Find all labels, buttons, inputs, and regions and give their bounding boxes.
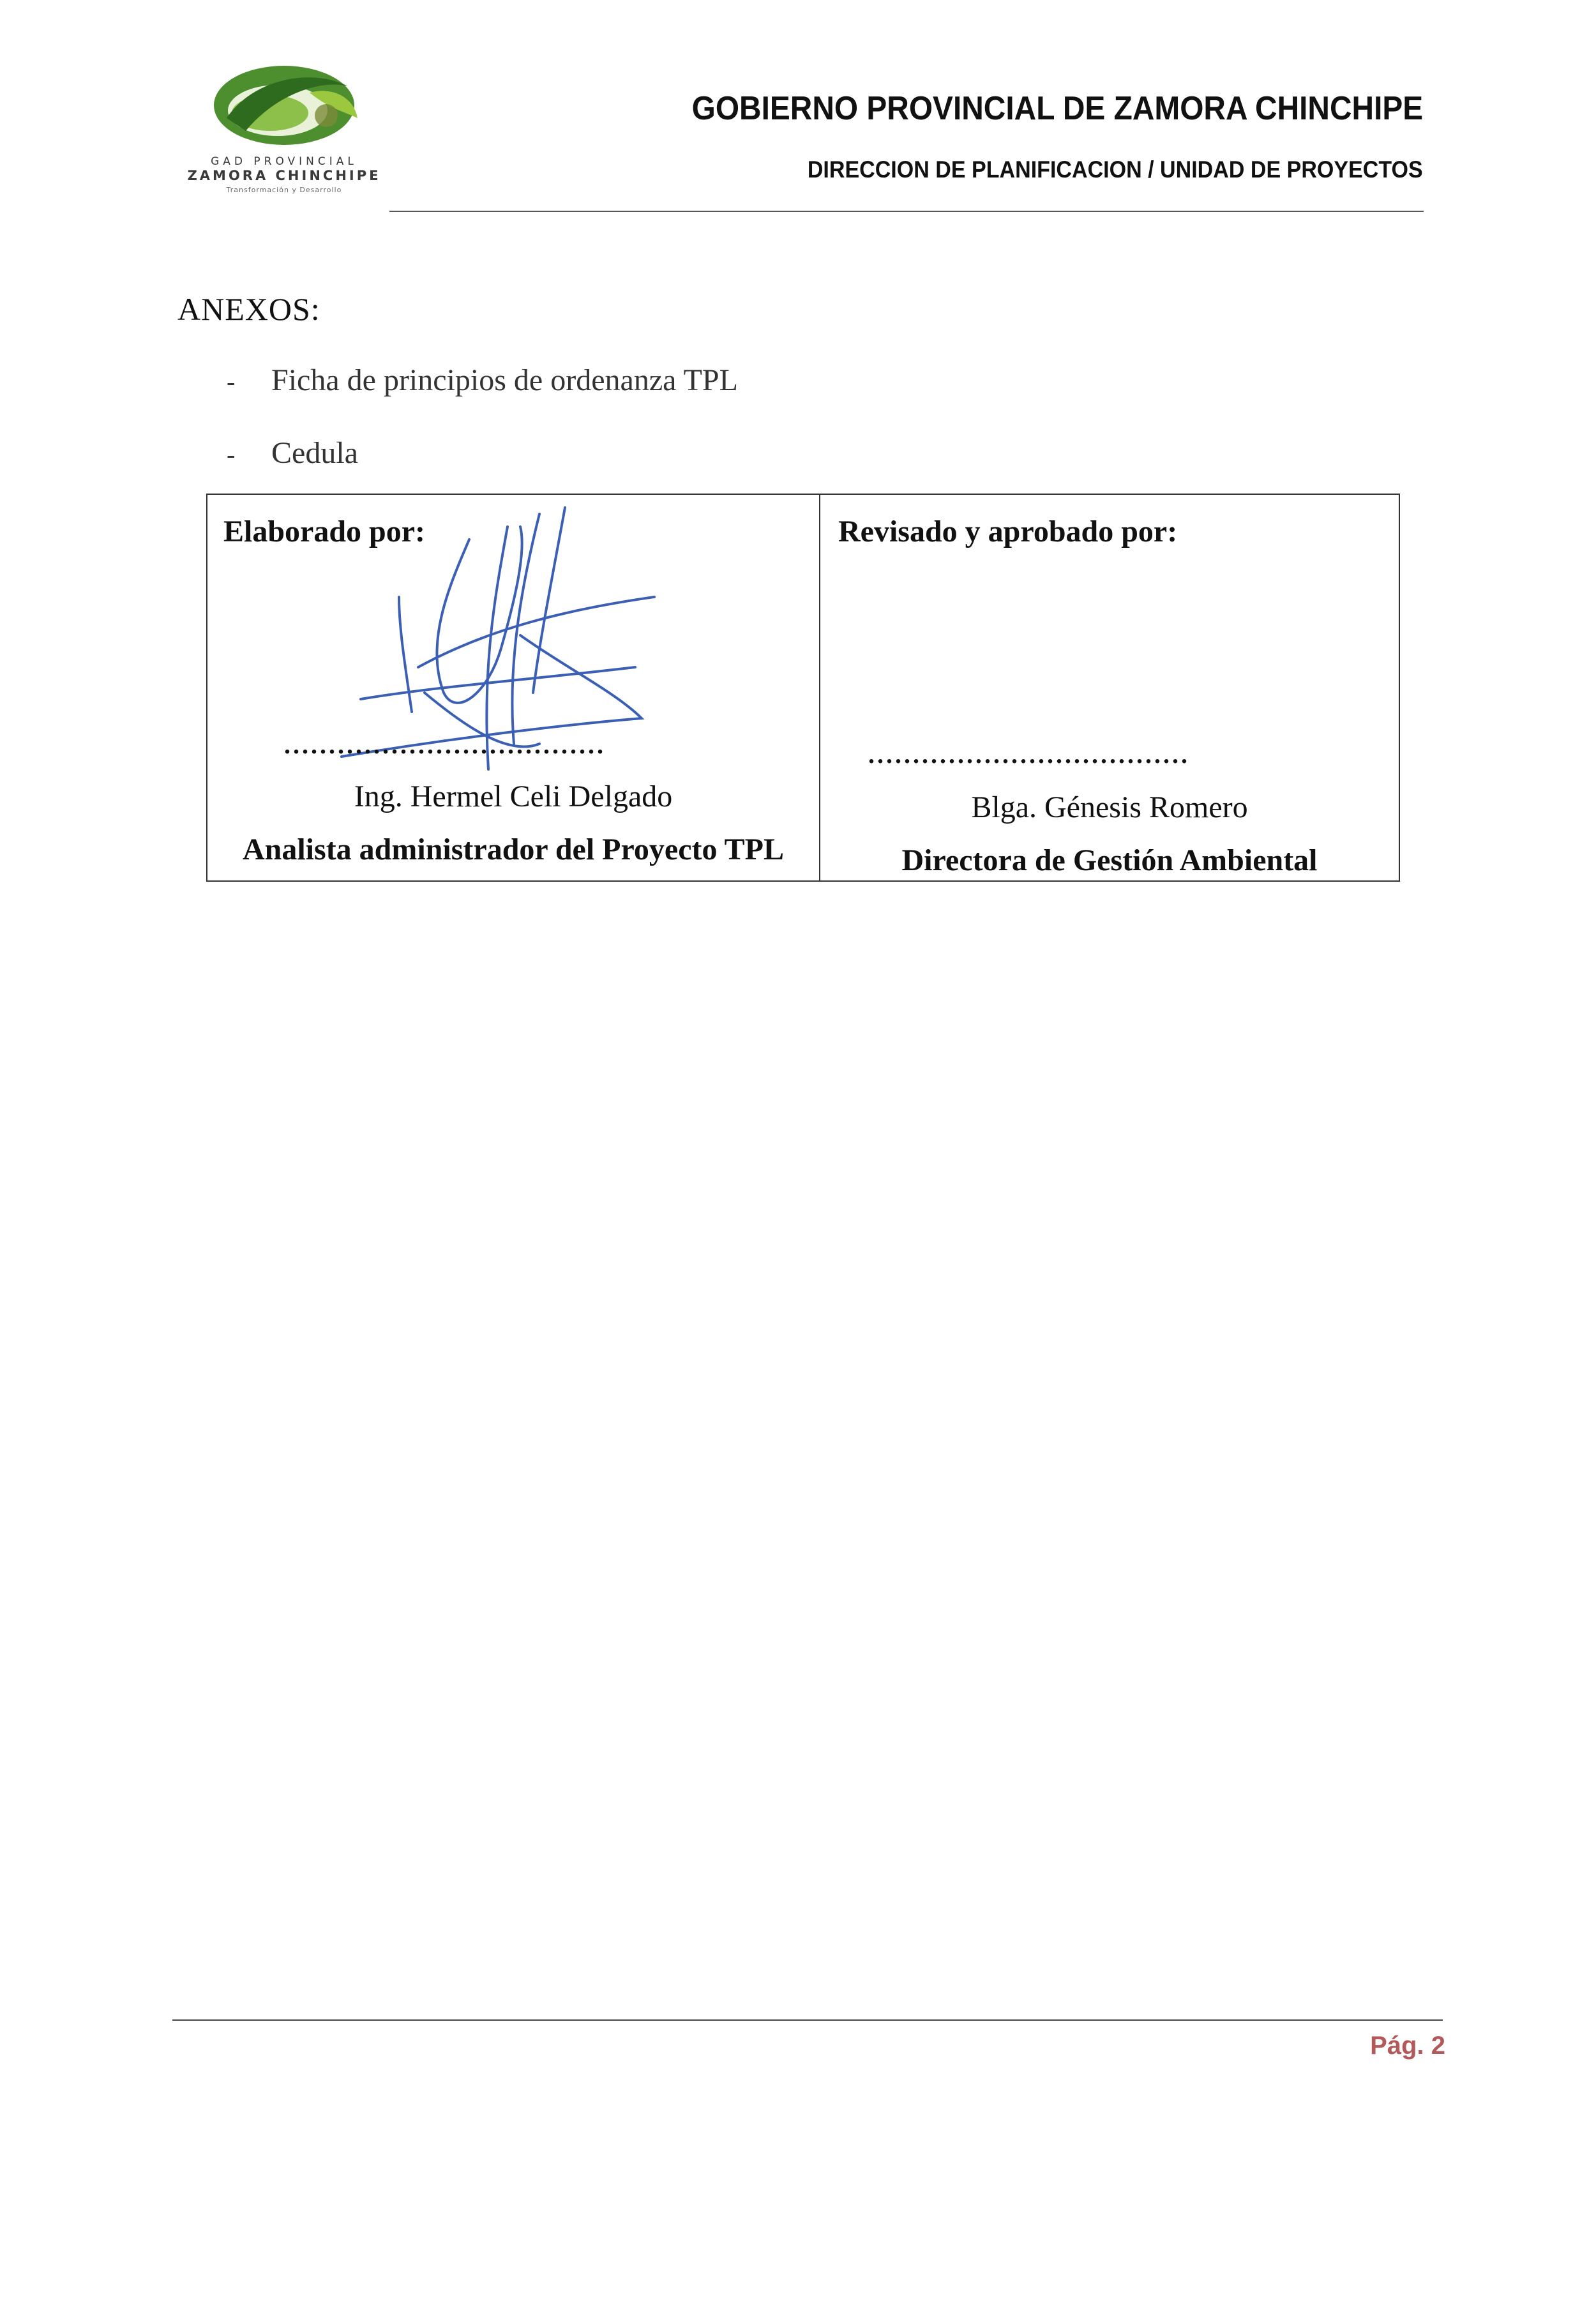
logo-line-1: GAD PROVINCIAL bbox=[211, 155, 358, 168]
department-subtitle: DIRECCION DE PLANIFICACION / UNIDAD DE PROYECTOS bbox=[808, 156, 1423, 183]
preparer-role: Analista administrador del Proyecto TPL bbox=[242, 833, 784, 866]
annex-bullet: - bbox=[227, 367, 236, 396]
signature-table bbox=[206, 494, 1400, 882]
prepared-by-cell bbox=[207, 495, 820, 880]
signature-line-left: .................................... bbox=[284, 730, 606, 759]
leaf-logo-icon bbox=[201, 54, 367, 156]
annex-item bbox=[227, 363, 738, 398]
annexes-title: ANEXOS: bbox=[177, 291, 320, 327]
organization-title: GOBIERNO PROVINCIAL DE ZAMORA CHINCHIPE bbox=[691, 90, 1423, 127]
footer-divider bbox=[172, 2019, 1443, 2021]
annex-bullet: - bbox=[227, 440, 236, 469]
annex-text: Cedula bbox=[271, 436, 358, 470]
page-number: Pág. 2 bbox=[1370, 2032, 1445, 2060]
approved-by-heading: Revisado y aprobado por: bbox=[838, 515, 1178, 548]
approver-name: Blga. Génesis Romero bbox=[971, 790, 1248, 824]
approver-role: Directora de Gestión Ambiental bbox=[901, 843, 1318, 877]
organization-logo bbox=[163, 54, 405, 201]
preparer-name: Ing. Hermel Celi Delgado bbox=[354, 780, 673, 813]
annex-text: Ficha de principios de ordenanza TPL bbox=[271, 363, 738, 397]
prepared-by-heading: Elaborado por: bbox=[223, 515, 426, 548]
annex-item bbox=[227, 435, 358, 471]
approved-by-cell bbox=[820, 495, 1399, 880]
logo-line-3: Transformación y Desarrollo bbox=[226, 186, 342, 194]
header-divider bbox=[389, 211, 1424, 212]
signature-line-right: .................................... bbox=[868, 740, 1190, 769]
logo-line-2: ZAMORA CHINCHIPE bbox=[187, 168, 381, 183]
